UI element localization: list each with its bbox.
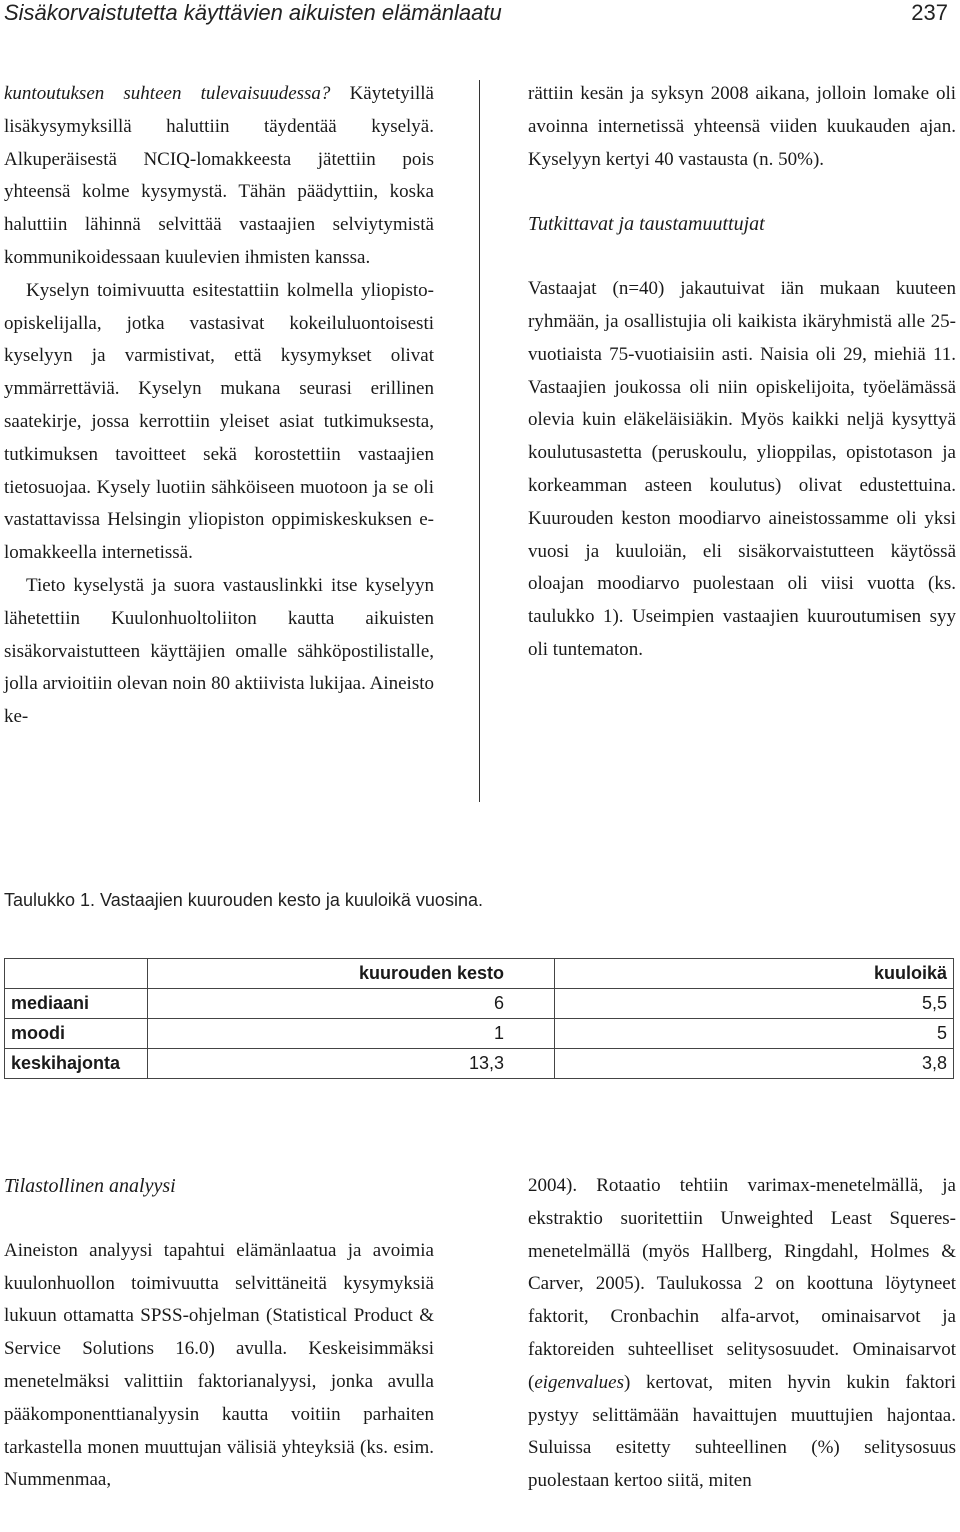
table-caption: Taulukko 1. Vastaajien kuurouden kesto ja kuuloikä vuosina. [4,890,483,910]
table-cell: 3,8 [555,1049,954,1079]
section-heading: Tilastollinen analyysi [4,1175,176,1197]
row-label: moodi [5,1019,148,1049]
table-row [5,989,954,1019]
paragraph: Tieto kyselystä ja suora vastauslinkki itse kyselyyn lähetettiin Kuulonhuoltoliiton kautta aikuisten sisäkorvaistutteen käyttäjien omalle sähköpostilistalle, jolla arvioitiin olevan noin 80 aktiivista lukijaa. Aineisto ke- [4,574,434,728]
table-header-cell: kuuloikä [555,959,954,989]
table-cell: 6 [148,989,555,1019]
paragraph [4,78,434,275]
paragraph [528,1170,956,1498]
right-column-top [528,78,956,667]
row-label: keskihajonta [5,1049,148,1079]
column-divider [479,80,480,802]
paragraph-text: Käytetyillä lisäkysymyksillä haluttiin täydentää kyselyä. Alkuperäisestä NCIQ-lomakkeesta jätettiin pois yhteensä kolme kysymystä. Tähän päädyttiin, koska haluttiin lähinnä selvittää vastaajien selviytymistä kommunikoidessaan kuulevien ihmisten kanssa. [4,83,434,268]
page-number: 237 [911,0,948,25]
section-heading: Tutkittavat ja taustamuuttujat [528,213,765,236]
table-cell: 5,5 [555,989,954,1019]
paragraph: Aineiston analyysi tapahtui elämänlaatua ja avoimia kuulonhuollon toimivuutta selvittäneitä kysymyksiä lukuun ottamatta SPSS-ohjelman (Statistical Product & Service Solutions 16.0) avulla. Keskeisimmäksi menetelmäksi valittiin faktorianalyysi, jonka avulla pääkomponenttianalyysin kautta voitiin parhaiten tarkastella monen muuttujan välisiä yhteyksiä (ks. esim. Nummenmaa, [4,1239,434,1491]
table-row [5,1049,954,1079]
right-column-bottom [528,1170,956,1498]
left-column-bottom [4,1170,434,1497]
table-header-cell [5,959,148,989]
row-label: mediaani [5,989,148,1019]
table-cell: 13,3 [148,1049,555,1079]
paragraph: rättiin kesän ja syksyn 2008 aikana, jolloin lomake oli avoinna internetissä yhteensä viiden kuukauden ajan. Kyselyyn kertyi 40 vastausta (n. 50%). [528,83,956,170]
data-table [4,958,954,1079]
paragraph-text: ) kertovat, miten hyvin kukin faktori pystyy selittämään havaittujen muuttujien hajontaa. Suluissa esitetty suhteellinen (%) selitysosuus puolestaan kertoo siitä, miten [528,1371,956,1492]
left-column-top [4,78,434,734]
paragraph-text: 2004). Rotaatio tehtiin varimax-menetelmällä, ja ekstraktio suoritettiin Unweighted Least Squeres-menetelmällä (myös Hallberg, Ringdahl, Holmes & Carver, 2005). Taulukossa 2 on koottuna löytyneet faktorit, Cronbachin alfa-arvot, ominaisarvot ja faktoreiden suhteelliset selitysosuudet. Ominaisarvot ( [528,1175,956,1393]
paragraph: Kyselyn toimivuutta esitestattiin kolmella yliopisto-opiskelijalla, jotka vastasivat kokeiluluontoisesti kyselyyn ja varmistivat, että kysymykset olivat ymmärrettäviä. Kyselyn mukana seurasi erillinen saatekirje, jossa kerrottiin yleiset asiat tutkimuksesta, tutkimuksen tavoitteet sekä korostettiin vastaajien tietosuojaa. Kysely luotiin sähköiseen muotoon ja se oli vastattavissa Helsingin yliopiston oppimiskeskuksen e-lomakkeella internetissä. [4,279,434,564]
table-row [5,1019,954,1049]
table-cell: 5 [555,1019,954,1049]
table-header-row [5,959,954,989]
italic-question: kuntoutuksen suhteen tulevaisuudessa? [4,83,331,104]
italic-term: eigenvalues [534,1371,625,1393]
running-header [4,0,948,30]
header-title: Sisäkorvaistutetta käyttävien aikuisten elämänlaatu [4,0,502,25]
paragraph: Vastaajat (n=40) jakautuivat iän mukaan kuuteen ryhmään, ja osallistujia oli kaikista ikäryhmistä alle 25-vuotiaista 75-vuotiaisiin asti. Naisia oli 29, miehiä 11. Vastaajien joukossa oli niin opiskelijoita, työelämässä olevia kuin eläkeläisiäkin. Myös kaikki neljä kysyttyä koulutusastetta (peruskoulu, ylioppilas, opistotason ja korkeamman asteen koulutus) olivat edustettuina. Kuurouden keston moodiarvo aineistossamme oli yksi vuosi ja kuuloiän, eli sisäkorvaistutteen käytössä oloajan moodiarvo puolestaan oli viisi vuotta (ks. taulukko 1). Useimpien vastaajien kuuroutumisen syy oli tuntematon. [528,278,956,660]
table-cell: 1 [148,1019,555,1049]
table-header-cell: kuurouden kesto [148,959,555,989]
